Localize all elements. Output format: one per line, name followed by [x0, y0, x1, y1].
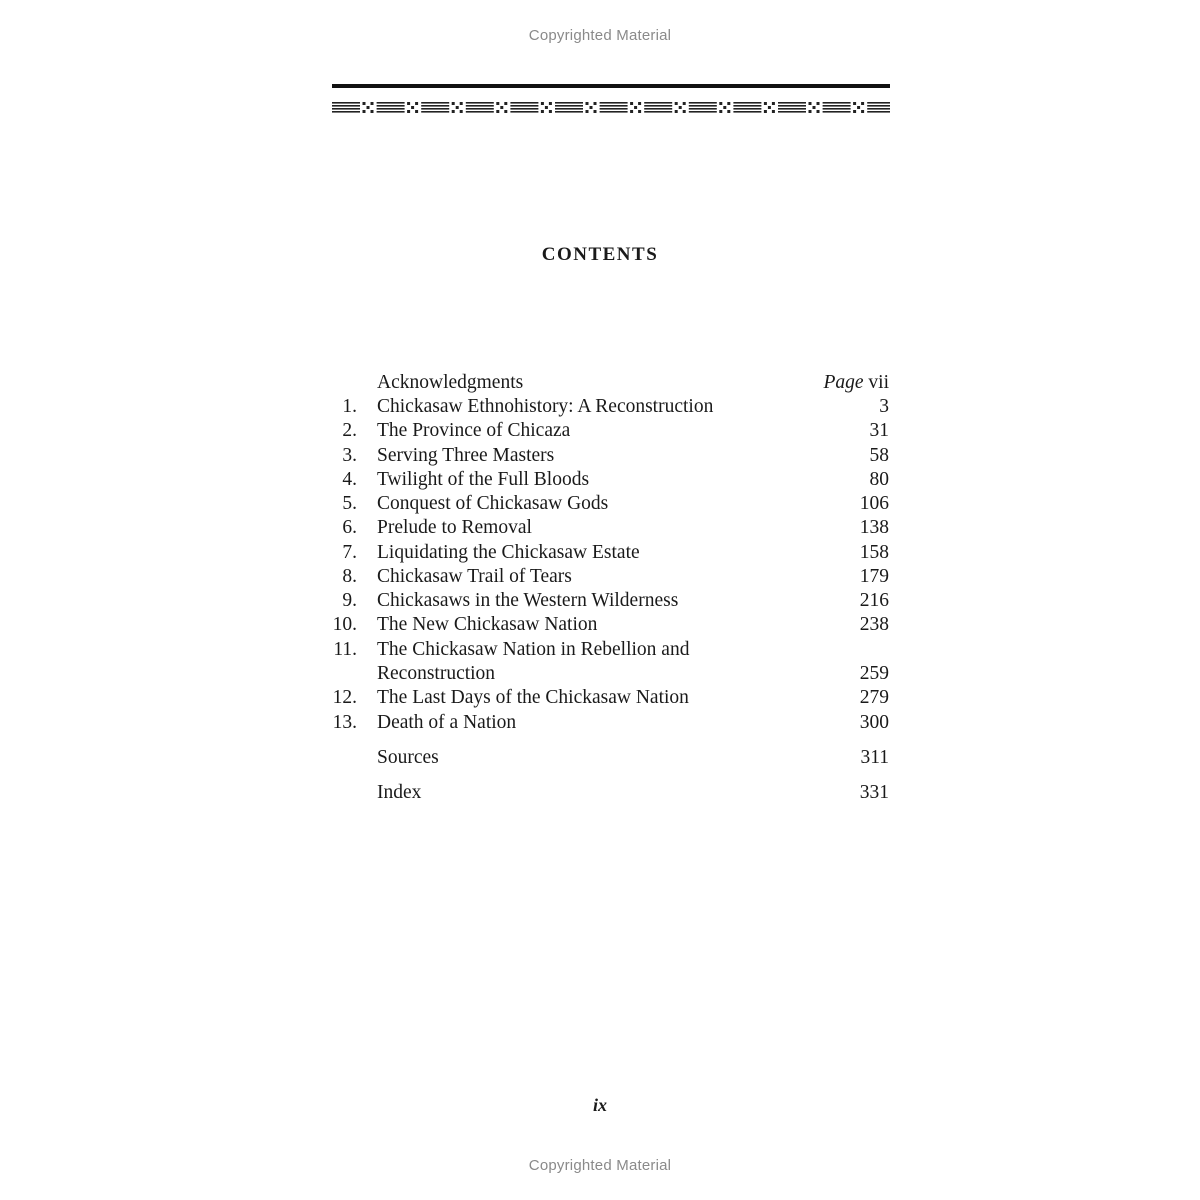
entry-title: Twilight of the Full Bloods	[377, 469, 590, 490]
entry-title: Death of a Nation	[377, 712, 517, 733]
entry-page	[823, 370, 889, 396]
chapter-number: 12.	[332, 687, 357, 708]
page-number: 300	[859, 712, 889, 733]
page-label: Page	[823, 372, 864, 393]
page-number: 216	[859, 590, 889, 611]
entry-title: Conquest of Chickasaw Gods	[377, 493, 609, 514]
toc-entry	[326, 467, 896, 493]
toc-entry	[326, 418, 896, 444]
entry-title: Liquidating the Chickasaw Estate	[377, 542, 640, 563]
entry-title: The Last Days of the Chickasaw Nation	[377, 687, 689, 708]
chapter-number: 1.	[342, 396, 357, 417]
entry-title: Reconstruction	[377, 663, 496, 684]
page-number: 31	[869, 420, 889, 441]
toc-entry	[326, 685, 896, 711]
toc-entry-continuation	[326, 661, 896, 687]
entry-title: Chickasaw Trail of Tears	[377, 566, 572, 587]
page-number: 138	[859, 517, 889, 538]
chapter-number: 9.	[342, 590, 357, 611]
page-number: 80	[869, 469, 889, 490]
entry-title: Chickasaws in the Western Wilderness	[377, 590, 679, 611]
toc-entry	[326, 780, 896, 806]
chapter-number: 13.	[332, 712, 357, 733]
page-number: 279	[859, 687, 889, 708]
entry-title: The Province of Chicaza	[377, 420, 571, 441]
toc-entry	[326, 588, 896, 614]
entry-title: Acknowledgments	[377, 372, 524, 393]
page-number: 158	[859, 542, 889, 563]
chapter-number: 2.	[342, 420, 357, 441]
chapter-number: 4.	[342, 469, 357, 490]
chapter-number: 3.	[342, 445, 357, 466]
ornamental-border	[332, 100, 890, 115]
heavy-rule	[332, 84, 890, 88]
entry-title: The Chickasaw Nation in Rebellion and	[377, 639, 690, 660]
page-number: vii	[868, 372, 889, 393]
toc-entry	[326, 515, 896, 541]
entry-title: The New Chickasaw Nation	[377, 614, 598, 635]
toc-entry	[326, 491, 896, 517]
page-number: 331	[859, 782, 889, 803]
toc-entry	[326, 745, 896, 771]
entry-title: Prelude to Removal	[377, 517, 532, 538]
chapter-number: 11.	[333, 639, 357, 660]
toc-entry	[326, 394, 896, 420]
toc-entry	[326, 443, 896, 469]
toc-entry	[326, 540, 896, 566]
page-number: 3	[879, 396, 889, 417]
toc-entry	[326, 612, 896, 638]
entry-title: Serving Three Masters	[377, 445, 555, 466]
entry-title: Chickasaw Ethnohistory: A Reconstruction	[377, 396, 714, 417]
toc-entry	[326, 564, 896, 590]
chapter-number: 5.	[342, 493, 357, 514]
entry-title: Sources	[377, 747, 439, 768]
entry-title: Index	[377, 782, 422, 803]
page-folio: ix	[592, 1095, 607, 1115]
page-number: 106	[859, 493, 889, 514]
toc-entry	[326, 710, 896, 736]
toc-entry	[326, 637, 896, 663]
page-number: 179	[859, 566, 889, 587]
chapter-number: 10.	[332, 614, 357, 635]
toc-entry	[326, 370, 896, 396]
page-number: 311	[860, 747, 889, 768]
page-number: 58	[869, 445, 889, 466]
copyright-watermark-top: Copyrighted Material	[528, 27, 672, 44]
chapter-number: 8.	[342, 566, 357, 587]
chapter-number: 6.	[342, 517, 357, 538]
contents-heading: CONTENTS	[541, 244, 659, 265]
copyright-watermark-bottom: Copyrighted Material	[528, 1157, 672, 1174]
page-number: 259	[859, 663, 889, 684]
chapter-number: 7.	[342, 542, 357, 563]
page-number: 238	[859, 614, 889, 635]
